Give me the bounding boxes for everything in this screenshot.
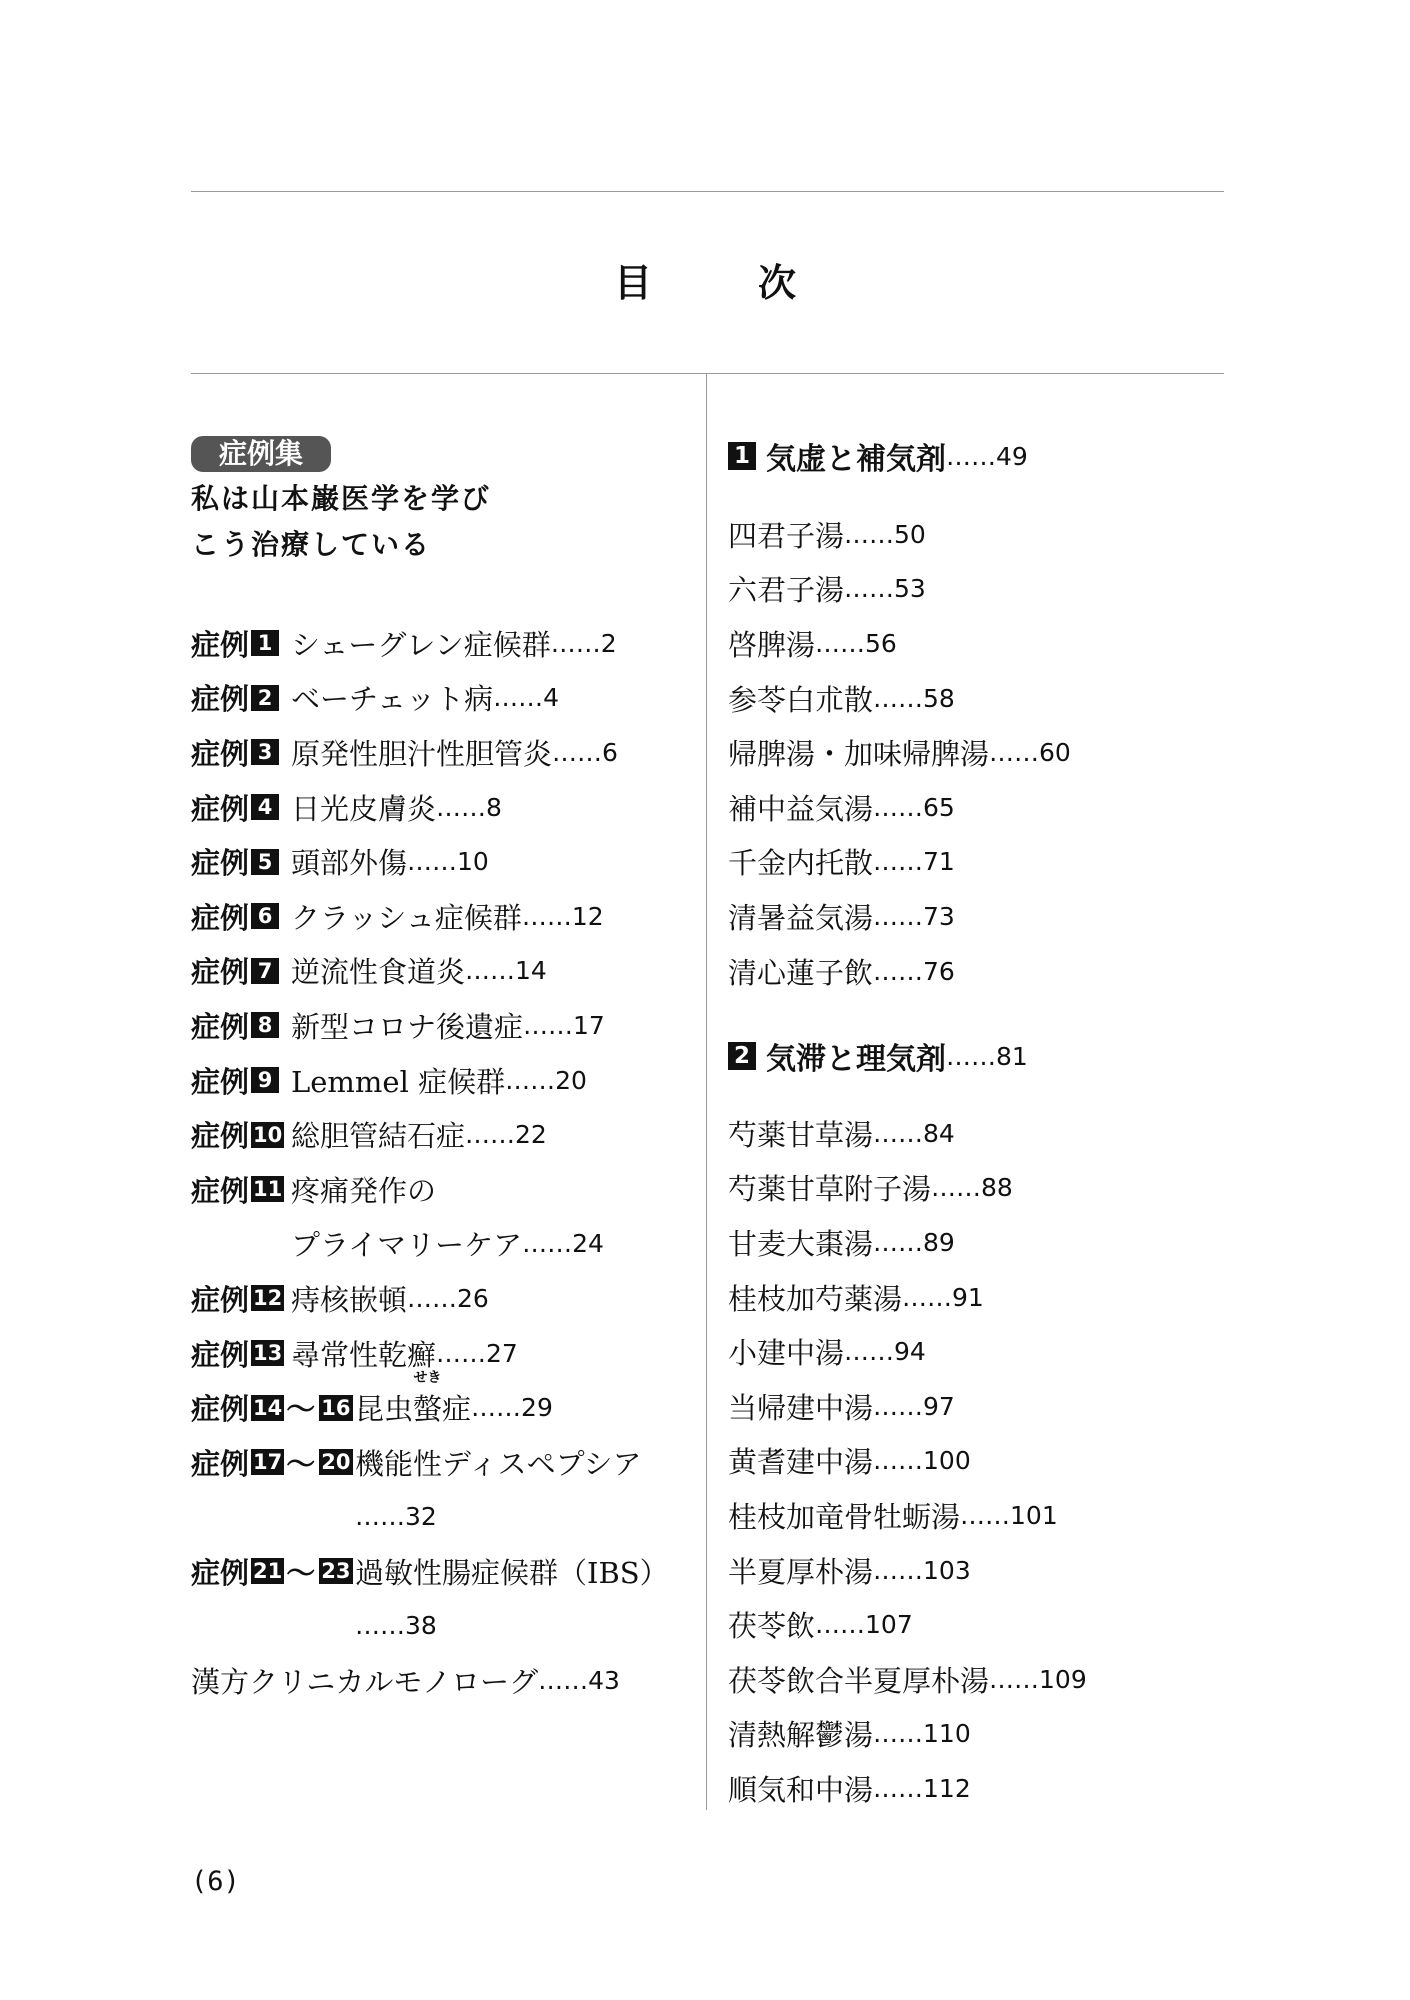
case-label: 症例 3 bbox=[191, 732, 291, 773]
case-label: 症例 5 bbox=[191, 841, 291, 882]
page-number: ……109 bbox=[989, 1664, 1087, 1694]
toc-entry[interactable] bbox=[191, 1162, 711, 1217]
entry-title: 桂枝加竜骨牡蛎湯 bbox=[728, 1499, 961, 1534]
page-number: ……26 bbox=[407, 1283, 489, 1313]
entry-title: 総胆管結石症 bbox=[291, 1119, 466, 1154]
toc-entry[interactable] bbox=[191, 725, 711, 780]
case-label: 症例 1 bbox=[191, 623, 291, 664]
entry-title: 尋常性乾癬 bbox=[291, 1337, 437, 1372]
toc-entry[interactable] bbox=[191, 889, 711, 944]
toc-entry[interactable] bbox=[191, 1053, 711, 1108]
entry-title: 疼痛発作の bbox=[291, 1173, 437, 1208]
toc-entry[interactable] bbox=[728, 944, 1208, 999]
page-number: ……88 bbox=[931, 1173, 1013, 1203]
case-label: 症例 7 bbox=[191, 950, 291, 991]
entry-title: クラッシュ症候群 bbox=[291, 900, 522, 935]
entry-title: 痔核嵌頓 bbox=[291, 1282, 408, 1317]
entry-title: 日光皮膚炎 bbox=[291, 791, 437, 826]
page-number: ……94 bbox=[844, 1337, 926, 1367]
page-number: ……24 bbox=[522, 1229, 604, 1259]
case-number: 9 bbox=[251, 1067, 279, 1093]
toc-entry[interactable] bbox=[191, 671, 711, 726]
page-number: ……56 bbox=[815, 628, 897, 658]
page-number: ……43 bbox=[538, 1666, 620, 1696]
section-title: 気滞と理気剤 bbox=[766, 1042, 946, 1077]
toc-entry[interactable] bbox=[728, 780, 1208, 835]
page-number: ……76 bbox=[873, 956, 955, 986]
entry-title: 参苓白朮散 bbox=[728, 682, 874, 717]
entry-title: 機能性ディスペプシア bbox=[355, 1446, 642, 1481]
toc-entry[interactable] bbox=[728, 1761, 1208, 1816]
entry-title: プライマリーケア bbox=[291, 1228, 523, 1263]
page-number: ……6 bbox=[552, 737, 618, 767]
case-section-header bbox=[191, 436, 691, 568]
section-title: 気虚と補気剤 bbox=[766, 442, 946, 477]
entry-title: 茯苓飲 bbox=[728, 1609, 816, 1644]
page-number: ……8 bbox=[436, 792, 502, 822]
case-number: 12 bbox=[253, 1286, 283, 1311]
toc-entry[interactable] bbox=[728, 1215, 1208, 1270]
entry-title: 補中益気湯 bbox=[728, 791, 874, 826]
case-label: 症例 2 bbox=[191, 677, 291, 718]
section-number: 2 bbox=[728, 1042, 756, 1070]
page-number: ……73 bbox=[873, 901, 955, 931]
case-list bbox=[191, 616, 711, 1708]
entry-title: 順気和中湯 bbox=[728, 1772, 874, 1807]
case-number: 14 bbox=[253, 1395, 283, 1420]
entry-title: 清心蓮子飲 bbox=[728, 955, 874, 990]
entry-title: 甘麦大棗湯 bbox=[728, 1226, 874, 1261]
page-number: ……100 bbox=[873, 1446, 971, 1476]
case-label: 症例 8 bbox=[191, 1005, 291, 1046]
toc-entry[interactable] bbox=[191, 1370, 711, 1435]
case-number: 17 bbox=[253, 1450, 283, 1475]
entry-title: 四君子湯 bbox=[728, 518, 845, 553]
page-number: ……38 bbox=[355, 1611, 437, 1641]
case-label: 症例 13 bbox=[191, 1337, 283, 1372]
toc-entry[interactable] bbox=[728, 1652, 1208, 1707]
toc-entry[interactable] bbox=[728, 1543, 1208, 1598]
entry-title: 帰脾湯・加味帰脾湯 bbox=[728, 737, 990, 772]
entry-title: 逆流性食道炎 bbox=[291, 955, 466, 990]
entry-title: 黄耆建中湯 bbox=[728, 1445, 874, 1480]
page-number: ……81 bbox=[946, 1041, 1028, 1071]
case-number: 3 bbox=[251, 739, 279, 765]
entry-title: 半夏厚朴湯 bbox=[728, 1554, 874, 1589]
page-number: ……22 bbox=[465, 1120, 547, 1150]
case-number: 1 bbox=[251, 630, 279, 656]
toc-entry[interactable] bbox=[191, 616, 711, 671]
entry-title: 啓脾湯 bbox=[728, 627, 816, 662]
page-number: ……17 bbox=[523, 1010, 605, 1040]
toc-entry[interactable] bbox=[728, 671, 1208, 726]
page-number: ……10 bbox=[407, 847, 489, 877]
toc-entry[interactable] bbox=[728, 1324, 1208, 1379]
page-number: ……29 bbox=[471, 1393, 553, 1423]
toc-entry[interactable] bbox=[728, 1434, 1208, 1489]
page-number: ……50 bbox=[844, 519, 926, 549]
page-number: ……4 bbox=[493, 683, 560, 713]
case-label: 症例 4 bbox=[191, 787, 291, 828]
page-number: ……101 bbox=[960, 1500, 1058, 1530]
entry-title: 茯苓飲合半夏厚朴湯 bbox=[728, 1663, 990, 1698]
section-subtitle-line1: 私は山本巌医学を学び bbox=[191, 482, 492, 515]
case-number: 5 bbox=[251, 849, 279, 875]
page-number: ……84 bbox=[873, 1118, 955, 1148]
page-number: ……89 bbox=[873, 1227, 955, 1257]
case-number: 2 bbox=[251, 685, 279, 711]
case-number: 4 bbox=[251, 794, 279, 820]
toc-entry[interactable] bbox=[728, 1106, 1208, 1161]
page-folio: (6) bbox=[191, 1866, 240, 1897]
case-number: 21 bbox=[253, 1559, 283, 1584]
page-number: ……65 bbox=[873, 792, 955, 822]
toc-entry[interactable] bbox=[728, 889, 1208, 944]
toc-entry[interactable] bbox=[728, 1379, 1208, 1434]
case-label: 症例 12 bbox=[191, 1282, 283, 1317]
page-number: ……2 bbox=[550, 628, 617, 658]
toc-entry[interactable] bbox=[191, 998, 711, 1053]
entry-title: シェーグレン症候群 bbox=[291, 627, 551, 662]
toc-entry[interactable] bbox=[728, 507, 1208, 562]
case-label: 症例 6 bbox=[191, 896, 291, 937]
case-label: 症例 14 ～ 16 bbox=[191, 1392, 351, 1427]
case-number: 23 bbox=[321, 1559, 351, 1584]
page-number: ……103 bbox=[873, 1555, 971, 1585]
toc-entry[interactable] bbox=[191, 780, 711, 835]
case-number: 7 bbox=[251, 958, 279, 984]
entry-title: 桂枝加芍薬湯 bbox=[728, 1281, 903, 1316]
case-number: 8 bbox=[251, 1012, 279, 1038]
entry-title: 頭部外傷 bbox=[291, 846, 408, 881]
case-label: 症例 21 ～ 23 bbox=[191, 1555, 351, 1590]
page-number: ……32 bbox=[355, 1502, 437, 1532]
page-number: ……107 bbox=[815, 1610, 913, 1640]
case-number: 6 bbox=[251, 903, 279, 929]
entry-title: 清暑益気湯 bbox=[728, 900, 874, 935]
page-number: ……97 bbox=[873, 1391, 955, 1421]
page-number: ……49 bbox=[946, 441, 1028, 471]
toc-entry[interactable] bbox=[191, 1107, 711, 1162]
toc-entry[interactable] bbox=[728, 1270, 1208, 1325]
toc-entry-continuation[interactable] bbox=[191, 1217, 711, 1272]
toc-entry[interactable] bbox=[728, 725, 1208, 780]
page-number: ……14 bbox=[465, 956, 547, 986]
entry-title: 当帰建中湯 bbox=[728, 1390, 874, 1425]
case-label: 症例 10 bbox=[191, 1119, 283, 1154]
page-number: ……91 bbox=[902, 1282, 984, 1312]
toc-entry-continuation[interactable] bbox=[191, 1490, 711, 1545]
entry-title: 新型コロナ後遺症 bbox=[291, 1009, 524, 1044]
toc-entry-monologue[interactable] bbox=[191, 1653, 711, 1708]
case-collection-badge: 症例集 bbox=[191, 436, 331, 472]
case-number: 13 bbox=[253, 1341, 283, 1366]
toc-entry-continuation[interactable] bbox=[191, 1599, 711, 1654]
case-label: 症例 11 bbox=[191, 1173, 283, 1208]
page-number: ……12 bbox=[521, 901, 604, 931]
top-rule bbox=[191, 191, 1224, 192]
toc-entry[interactable] bbox=[728, 1161, 1208, 1216]
case-number: 16 bbox=[321, 1395, 351, 1420]
case-number: 20 bbox=[321, 1450, 351, 1475]
toc-entry[interactable] bbox=[191, 1544, 711, 1599]
toc-entry[interactable] bbox=[191, 1435, 711, 1490]
entry-title: 清熱解鬱湯 bbox=[728, 1718, 874, 1753]
entry-title: 原発性胆汁性胆管炎 bbox=[291, 736, 553, 771]
case-number: 11 bbox=[253, 1177, 283, 1202]
section-number: 1 bbox=[728, 442, 756, 470]
entry-title: 漢方クリニカルモノローグ bbox=[191, 1665, 539, 1700]
page-number: ……58 bbox=[873, 683, 955, 713]
page-number: ……27 bbox=[436, 1338, 518, 1368]
page-number: ……53 bbox=[844, 574, 926, 604]
case-label: 症例 9 bbox=[191, 1060, 291, 1101]
page-number: ……71 bbox=[873, 847, 955, 877]
entry-title: 小建中湯 bbox=[728, 1336, 845, 1371]
page-number: ……60 bbox=[989, 738, 1071, 768]
section-heading-qi-deficiency[interactable] bbox=[728, 434, 1028, 478]
toc-entry[interactable] bbox=[191, 1326, 711, 1381]
entry-title: 千金内托散 bbox=[728, 846, 874, 881]
case-label: 症例 17 ～ 20 bbox=[191, 1446, 351, 1481]
entry-title: 過敏性腸症候群（IBS） bbox=[355, 1555, 669, 1590]
section-subtitle-line2: こう治療している bbox=[191, 528, 432, 561]
toc-entry[interactable] bbox=[191, 1271, 711, 1326]
toc-entry[interactable] bbox=[728, 562, 1208, 617]
entry-title: Lemmel 症候群 bbox=[291, 1064, 506, 1099]
entry-title: ベーチェット病 bbox=[291, 682, 494, 717]
entry-title: 芍薬甘草湯 bbox=[728, 1117, 874, 1152]
toc-entry[interactable] bbox=[191, 944, 711, 999]
formula-list-2 bbox=[728, 1106, 1208, 1816]
entry-title: 芍薬甘草附子湯 bbox=[728, 1172, 932, 1207]
section-heading-qi-stagnation[interactable] bbox=[728, 1034, 1028, 1078]
ruby-annotation: せき 螫 bbox=[413, 1370, 443, 1427]
page-number: ……112 bbox=[873, 1773, 971, 1803]
toc-entry[interactable] bbox=[728, 835, 1208, 890]
formula-list-1 bbox=[728, 507, 1208, 998]
case-number: 10 bbox=[253, 1122, 283, 1147]
toc-entry[interactable] bbox=[728, 1707, 1208, 1762]
toc-entry[interactable] bbox=[728, 1488, 1208, 1543]
page-title: 目 次 bbox=[613, 261, 830, 305]
page-number: ……110 bbox=[873, 1719, 971, 1749]
entry-title: 六君子湯 bbox=[728, 573, 845, 608]
header-rule bbox=[191, 373, 1224, 374]
entry-title: 昆虫 せき 螫症 bbox=[355, 1370, 472, 1427]
toc-entry[interactable] bbox=[728, 616, 1208, 671]
toc-entry[interactable] bbox=[728, 1597, 1208, 1652]
toc-entry[interactable] bbox=[191, 834, 711, 889]
page-number: ……20 bbox=[505, 1065, 587, 1095]
